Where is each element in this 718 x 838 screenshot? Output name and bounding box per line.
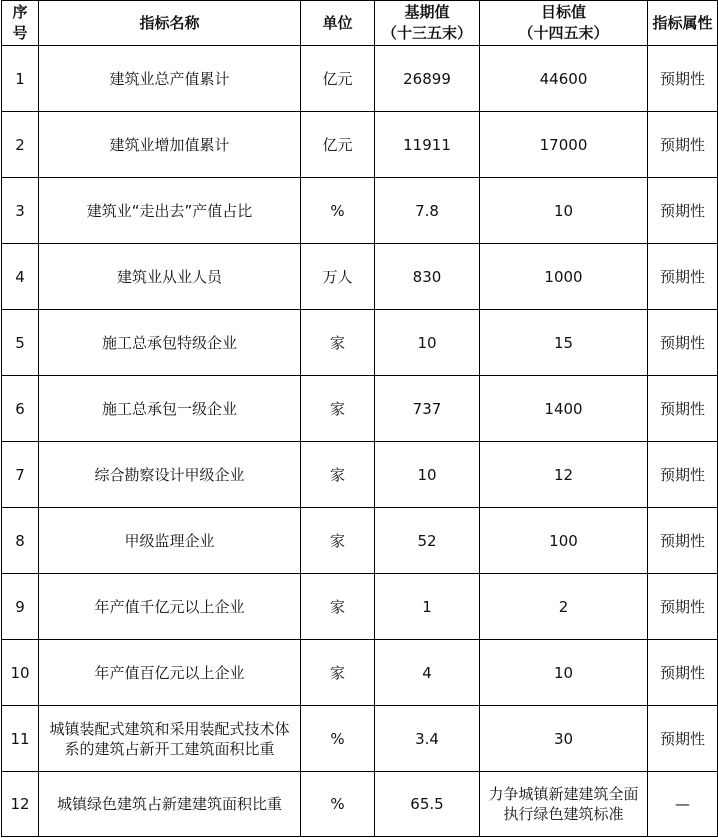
table-row	[2, 442, 718, 508]
row-attribute: —	[648, 772, 718, 837]
table-row	[2, 574, 718, 640]
row-unit: 家	[301, 310, 375, 376]
row-indicator-name: 施工总承包特级企业	[39, 310, 301, 376]
row-attribute: 预期性	[648, 178, 718, 244]
row-indicator-name-line2: 系的建筑占新开工建筑面积比重	[64, 739, 275, 758]
row-target-value-line1: 力争城镇新建建筑全面	[488, 785, 639, 803]
row-base-value: 830	[375, 244, 480, 310]
header-name: 指标名称	[39, 1, 301, 46]
row-attribute: 预期性	[648, 706, 718, 772]
header-row	[2, 1, 718, 46]
row-base-value: 1	[375, 574, 480, 640]
row-attribute: 预期性	[648, 112, 718, 178]
table-row	[2, 178, 718, 244]
row-indicator-name: 城镇绿色建筑占新建建筑面积比重	[39, 772, 301, 837]
header-target-line1: 目标值	[540, 3, 586, 21]
row-seq: 7	[2, 442, 39, 508]
row-indicator-name: 建筑业“走出去”产值占比	[39, 178, 301, 244]
row-target-value: 10	[480, 178, 648, 244]
header-base	[375, 1, 480, 46]
row-indicator-name: 建筑业增加值累计	[39, 112, 301, 178]
header-base-line1: 基期值	[404, 3, 450, 21]
row-base-value: 11911	[375, 112, 480, 178]
row-target-value: 12	[480, 442, 648, 508]
row-attribute: 预期性	[648, 574, 718, 640]
row-base-value: 10	[375, 442, 480, 508]
row-seq: 11	[2, 706, 39, 772]
row-base-value: 10	[375, 310, 480, 376]
row-indicator-name: 建筑业从业人员	[39, 244, 301, 310]
row-target-value: 10	[480, 640, 648, 706]
row-unit: 亿元	[301, 46, 375, 112]
row-base-value: 26899	[375, 46, 480, 112]
row-indicator-name: 甲级监理企业	[39, 508, 301, 574]
row-seq: 6	[2, 376, 39, 442]
row-indicator-name	[39, 706, 301, 772]
header-attribute: 指标属性	[648, 1, 718, 46]
table-row	[2, 112, 718, 178]
table-row	[2, 310, 718, 376]
header-seq	[2, 1, 39, 46]
row-indicator-name: 施工总承包一级企业	[39, 376, 301, 442]
row-base-value: 3.4	[375, 706, 480, 772]
row-unit: 家	[301, 508, 375, 574]
row-indicator-name: 年产值百亿元以上企业	[39, 640, 301, 706]
row-attribute: 预期性	[648, 640, 718, 706]
row-target-value: 30	[480, 706, 648, 772]
table-row	[2, 244, 718, 310]
header-seq-line1: 序	[12, 3, 28, 21]
row-seq: 4	[2, 244, 39, 310]
row-target-value: 17000	[480, 112, 648, 178]
row-indicator-name-line1: 城镇装配式建筑和采用装配式技术体	[49, 719, 290, 738]
table-row	[2, 706, 718, 772]
row-target-value: 15	[480, 310, 648, 376]
row-seq: 12	[2, 772, 39, 837]
row-target-value	[480, 772, 648, 837]
row-attribute: 预期性	[648, 508, 718, 574]
table-row	[2, 508, 718, 574]
row-indicator-name: 年产值千亿元以上企业	[39, 574, 301, 640]
row-base-value: 7.8	[375, 178, 480, 244]
row-attribute: 预期性	[648, 46, 718, 112]
row-target-value: 100	[480, 508, 648, 574]
header-seq-line2: 号	[12, 24, 28, 42]
table-row	[2, 376, 718, 442]
header-target-line2: （十四五末）	[518, 24, 609, 42]
table-row	[2, 46, 718, 112]
indicators-table	[1, 0, 718, 837]
row-attribute: 预期性	[648, 442, 718, 508]
row-unit: %	[301, 706, 375, 772]
row-seq: 2	[2, 112, 39, 178]
row-attribute: 预期性	[648, 376, 718, 442]
row-unit: 万人	[301, 244, 375, 310]
header-base-line2: （十三五末）	[381, 24, 472, 42]
row-unit: %	[301, 178, 375, 244]
row-attribute: 预期性	[648, 310, 718, 376]
header-unit: 单位	[301, 1, 375, 46]
row-unit: 家	[301, 640, 375, 706]
row-unit: 家	[301, 376, 375, 442]
row-unit: 家	[301, 442, 375, 508]
row-indicator-name: 建筑业总产值累计	[39, 46, 301, 112]
row-seq: 1	[2, 46, 39, 112]
row-base-value: 65.5	[375, 772, 480, 837]
row-seq: 3	[2, 178, 39, 244]
table-row	[2, 640, 718, 706]
table-row	[2, 772, 718, 837]
header-target	[480, 1, 648, 46]
row-seq: 5	[2, 310, 39, 376]
row-unit: 家	[301, 574, 375, 640]
row-base-value: 52	[375, 508, 480, 574]
row-target-value: 44600	[480, 46, 648, 112]
row-seq: 9	[2, 574, 39, 640]
row-target-value: 1000	[480, 244, 648, 310]
row-unit: 亿元	[301, 112, 375, 178]
row-unit: %	[301, 772, 375, 837]
row-seq: 10	[2, 640, 39, 706]
row-target-value-line2: 执行绿色建筑标准	[503, 805, 624, 823]
row-indicator-name: 综合勘察设计甲级企业	[39, 442, 301, 508]
row-target-value: 1400	[480, 376, 648, 442]
row-base-value: 4	[375, 640, 480, 706]
row-seq: 8	[2, 508, 39, 574]
row-attribute: 预期性	[648, 244, 718, 310]
row-base-value: 737	[375, 376, 480, 442]
row-target-value: 2	[480, 574, 648, 640]
